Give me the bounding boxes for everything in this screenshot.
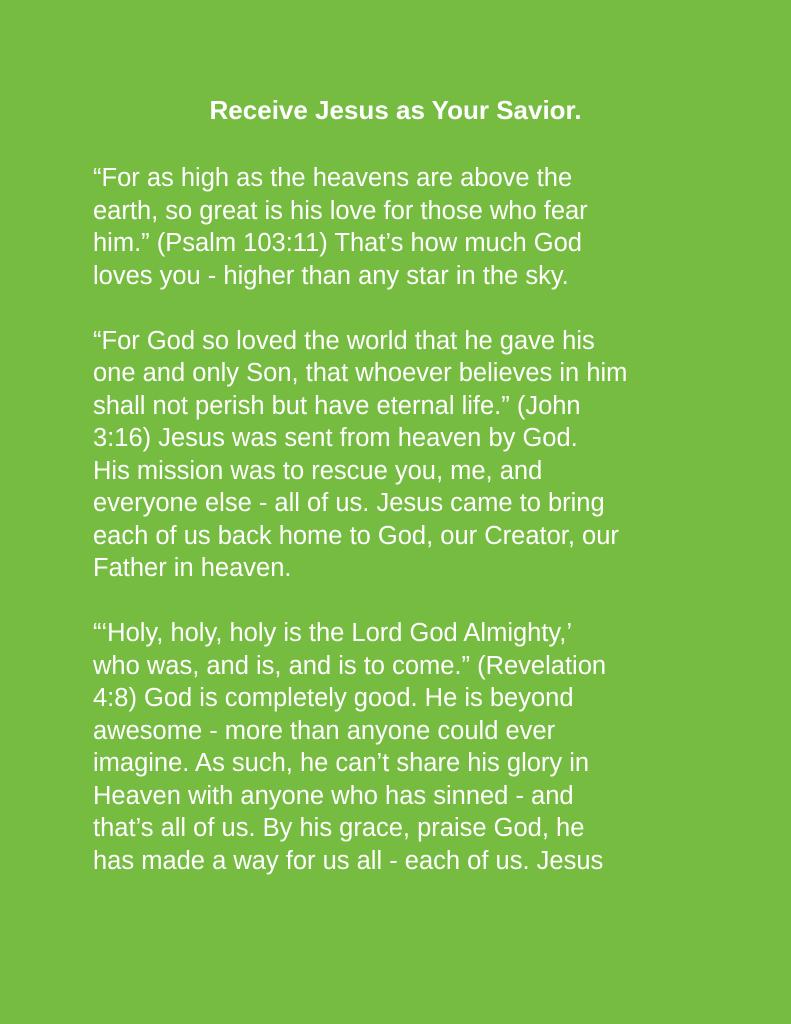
text-line: imagine. As such, he can’t share his glory in bbox=[93, 749, 590, 777]
text-line: 4:8) God is completely good. He is beyond bbox=[93, 684, 574, 712]
text-line: each of us back home to God, our Creator, our bbox=[93, 521, 619, 550]
paragraph-john bbox=[93, 325, 705, 585]
paragraph-psalm bbox=[93, 162, 705, 292]
text-line: one and only Son, that whoever believes in him bbox=[93, 359, 628, 387]
page-title: Receive Jesus as Your Savior. bbox=[209, 95, 582, 125]
text-line: loves you - higher than any star in the sky. bbox=[93, 261, 569, 290]
text-line: him.” (Psalm 103:11) That’s how much God bbox=[93, 229, 582, 257]
text-line: who was, and is, and is to come.” (Revelation bbox=[93, 651, 607, 680]
text-line: His mission was to rescue you, me, and bbox=[93, 456, 543, 485]
body-text bbox=[93, 162, 705, 877]
text-line: shall not perish but have eternal life.” (John bbox=[93, 391, 581, 420]
text-line: awesome - more than anyone could ever bbox=[93, 716, 556, 745]
text-line: earth, so great is his love for those who fear bbox=[93, 196, 588, 225]
text-line: “‘Holy, holy, holy is the Lord God Almighty,’ bbox=[93, 619, 573, 647]
text-line: 3:16) Jesus was sent from heaven by God. bbox=[93, 424, 578, 452]
paragraph-revelation bbox=[93, 617, 705, 877]
text-line: everyone else - all of us. Jesus came to bring bbox=[93, 489, 605, 517]
text-line: that’s all of us. By his grace, praise God, he bbox=[93, 814, 585, 842]
text-line: “For as high as the heavens are above the bbox=[93, 164, 573, 192]
text-line: has made a way for us all - each of us. Jesus bbox=[93, 846, 604, 875]
text-line: “For God so loved the world that he gave his bbox=[93, 326, 595, 355]
text-line: Father in heaven. bbox=[93, 554, 292, 582]
text-line: Heaven with anyone who has sinned - and bbox=[93, 781, 574, 810]
